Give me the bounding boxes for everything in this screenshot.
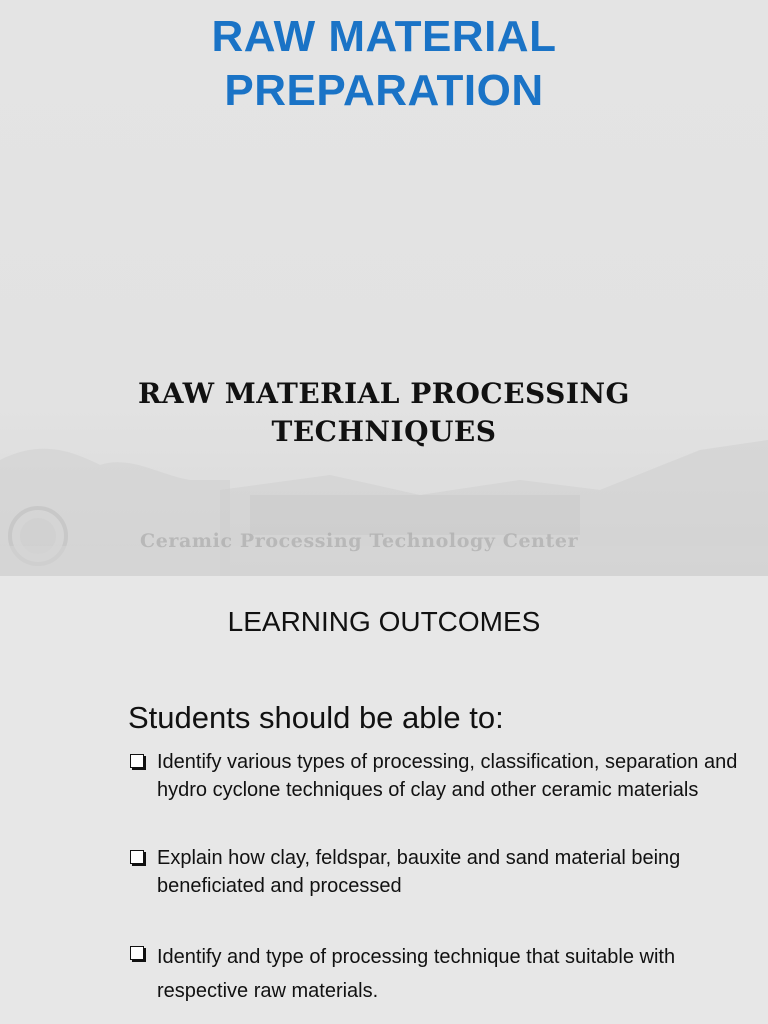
main-title-line-1: RAW MATERIAL bbox=[211, 12, 557, 61]
subtitle-line-2: TECHNIQUES bbox=[271, 415, 497, 448]
checkbox-bullet-icon bbox=[130, 850, 144, 864]
lead-text: Students should be able to: bbox=[128, 700, 504, 735]
list-item bbox=[130, 748, 750, 804]
checkbox-bullet-icon bbox=[130, 754, 144, 768]
watermark-text: Ceramic Processing Technology Center bbox=[140, 530, 579, 552]
main-title bbox=[0, 10, 768, 118]
slide-learning-outcomes bbox=[0, 576, 768, 1024]
list-item bbox=[130, 844, 750, 900]
list-item bbox=[130, 940, 750, 1008]
slide-subtitle bbox=[0, 375, 768, 451]
outcomes-list bbox=[130, 748, 750, 1008]
subtitle-line-1: RAW MATERIAL PROCESSING bbox=[138, 377, 630, 410]
outcome-text: Identify and type of processing technique that suitable with respective raw materials. bbox=[157, 946, 676, 1002]
main-title-line-2: PREPARATION bbox=[224, 66, 544, 115]
checkbox-bullet-icon bbox=[130, 946, 144, 960]
outcome-text: Identify various types of processing, classification, separation and hydro cyclone techniques of clay and other ceramic materials bbox=[157, 751, 738, 801]
section-title: LEARNING OUTCOMES bbox=[227, 606, 541, 637]
outcome-text: Explain how clay, feldspar, bauxite and sand material being beneficiated and processed bbox=[157, 847, 681, 897]
